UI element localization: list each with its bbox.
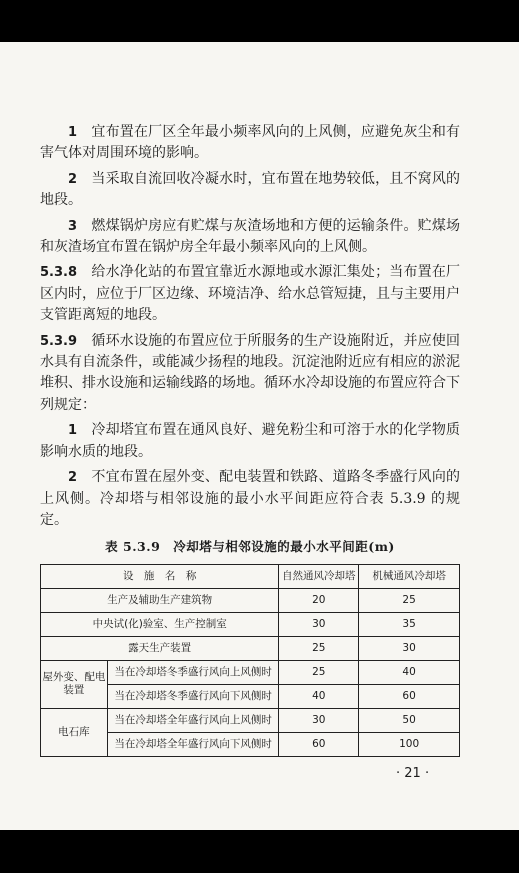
paragraph-2: 2 当采取自流回收冷凝水时，宜布置在地势较低，且不窝风的地段。	[40, 170, 461, 209]
scan-bottom-edge	[0, 830, 519, 873]
document-body	[40, 122, 460, 757]
table-row	[41, 612, 460, 636]
natural-value: 25	[279, 636, 359, 660]
clause-5-3-9: 5.3.9 循环水设施的布置应位于所服务的生产设施附近，并应使回水具有自流条件，或能减少扬程的地段。沉淀池附近应有相应的淤泥堆积、排水设施和运输线路的场地。循环水冷却设施的布置应符合下列规定：	[40, 332, 461, 413]
table-row	[41, 636, 460, 660]
natural-value: 30	[279, 612, 359, 636]
mechanical-value: 100	[359, 732, 460, 756]
mechanical-value: 50	[359, 708, 460, 732]
facility-condition: 当在冷却塔冬季盛行风向下风侧时	[107, 684, 279, 708]
facility-name: 中央试(化)验室、生产控制室	[41, 612, 279, 636]
header-natural: 自然通风冷却塔	[279, 564, 359, 588]
natural-value: 40	[279, 684, 359, 708]
facility-condition: 当在冷却塔冬季盛行风向上风侧时	[107, 660, 279, 684]
group-label: 屋外变、配电装置	[41, 660, 108, 708]
spacing-table	[40, 564, 460, 757]
natural-value: 60	[279, 732, 359, 756]
page-number: · 21 ·	[396, 766, 430, 781]
mechanical-value: 25	[359, 588, 460, 612]
natural-value: 25	[279, 660, 359, 684]
facility-name: 露天生产装置	[41, 636, 279, 660]
natural-value: 20	[279, 588, 359, 612]
paragraph-1: 1 宜布置在厂区全年最小频率风向的上风侧，应避免灰尘和有害气体对周围环境的影响。	[40, 124, 461, 162]
table-header-row	[41, 564, 460, 588]
mechanical-value: 35	[359, 612, 460, 636]
mechanical-value: 60	[359, 684, 460, 708]
header-mechanical: 机械通风冷却塔	[359, 564, 460, 588]
table-row	[41, 660, 460, 684]
group-label: 电石库	[41, 708, 108, 756]
table-row	[41, 708, 460, 732]
header-facility: 设 施 名 称	[41, 564, 279, 588]
scan-top-edge	[0, 0, 519, 42]
mechanical-value: 40	[359, 660, 460, 684]
clause-5-3-8: 5.3.8 给水净化站的布置宜靠近水源地或水源汇集处；当布置在厂区内时，应位于厂区边缘、环境洁净、给水总管短捷，且与主要用户支管距离短的地段。	[40, 264, 461, 324]
paragraph-item-2: 2 不宜布置在屋外变、配电装置和铁路、道路冬季盛行风向的上风侧。冷却塔与相邻设施的最小水平间距应符合表 5.3.9 的规定。	[40, 469, 461, 528]
facility-condition: 当在冷却塔全年盛行风向上风侧时	[107, 708, 279, 732]
mechanical-value: 30	[359, 636, 460, 660]
facility-condition: 当在冷却塔全年盛行风向下风侧时	[107, 732, 279, 756]
table-row	[41, 588, 460, 612]
facility-name: 生产及辅助生产建筑物	[41, 588, 279, 612]
paragraph-item-1: 1 冷却塔宜布置在通风良好、避免粉尘和可溶于水的化学物质影响水质的地段。	[40, 422, 461, 460]
table-title: 表 5.3.9 冷却塔与相邻设施的最小水平间距(m)	[105, 539, 395, 555]
natural-value: 30	[279, 708, 359, 732]
paragraph-3: 3 燃煤锅炉房应有贮煤与灰渣场地和方便的运输条件。贮煤场和灰渣场宜布置在锅炉房全年最小频率风向的上风侧。	[40, 217, 461, 256]
